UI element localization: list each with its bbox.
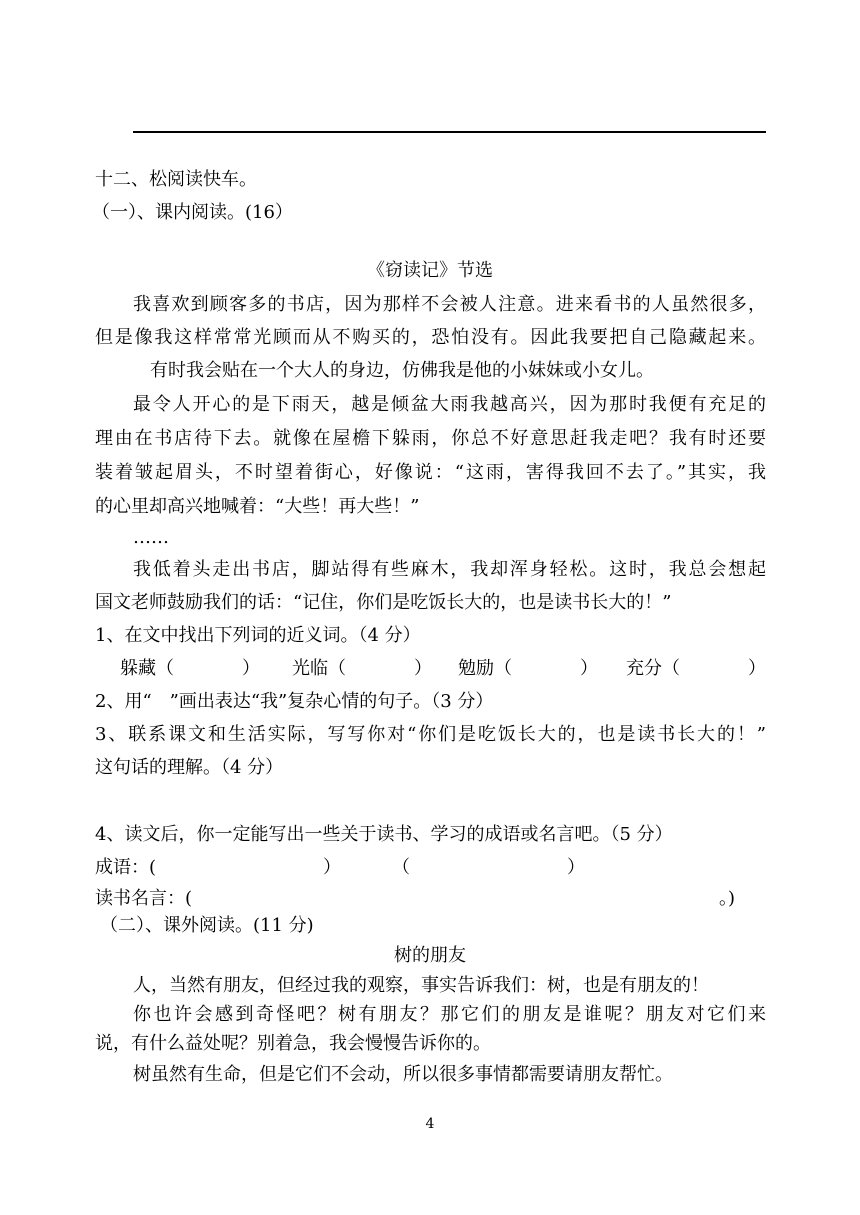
question-3: 3、联系课文和生活实际，写写你对“你们是吃饭长大的，也是读书长大的！”	[95, 724, 766, 745]
idiom-close[interactable]: ）	[323, 857, 341, 878]
passage2-line: 你也许会感到奇怪吧？树有朋友？那它们的朋友是谁呢？朋友对它们来	[133, 1004, 766, 1025]
passage1-line: 有时我会贴在一个大人的身边，仿佛我是他的小妹妹或小女儿。	[150, 360, 654, 381]
quote-row	[95, 886, 755, 912]
passage2-line: 人，当然有朋友，但经过我的观察，事实告诉我们：树，也是有朋友的！	[133, 975, 709, 996]
question-4: 4、读文后，你一定能写出一些关于读书、学习的成语或名言吧。（5 分）	[95, 824, 673, 845]
passage1-line: 理由在书店待下去。就像在屋檐下躲雨，你总不好意思赶我走吧？我有时还要	[95, 428, 766, 449]
passage1-line: 的心里却高兴地喊着：“大些！再大些！”	[95, 496, 420, 517]
passage1-line: 最令人开心的是下雨天，越是倾盆大雨我越高兴，因为那时我便有充足的	[133, 394, 766, 415]
passage1-line: 我低着头走出书店，脚站得有些麻木，我却浑身轻松。这时，我总会想起	[133, 559, 766, 580]
quote-end[interactable]: 。)	[719, 888, 736, 909]
part1-heading: （一）、课内阅读。(16）	[92, 202, 293, 223]
synonym-blank[interactable]: 光临（ ）	[292, 658, 432, 679]
passage1-line: 我喜欢到顾客多的书店，因为那样不会被人注意。进来看书的人虽然很多，	[133, 294, 766, 315]
passage2-line: 树虽然有生命，但是它们不会动，所以很多事情都需要请朋友帮忙。	[133, 1064, 673, 1085]
passage2-line: 说，有什么益处呢？别着急，我会慢慢告诉你的。	[95, 1033, 491, 1054]
passage2-title: 树的朋友	[394, 945, 466, 966]
quote-label: 读书名言：(	[95, 888, 193, 909]
question-2: 2、用“ ”画出表达“我”复杂心情的句子。（3 分）	[95, 691, 494, 712]
idiom-row	[95, 855, 695, 881]
page-number: 4	[425, 1116, 435, 1132]
question-3-continued: 这句话的理解。（4 分）	[95, 757, 284, 778]
passage1-line: 但是像我这样常常光顾而从不购买的，恐怕没有。因此我要把自己隐藏起来。	[95, 327, 766, 348]
synonym-blank[interactable]: 充分（ ）	[626, 658, 766, 679]
question-1: 1、在文中找出下列词的近义词。（4 分）	[95, 625, 421, 646]
synonym-blank[interactable]: 躲藏（ ）	[120, 658, 260, 679]
part2-heading: （二）、课外阅读。(11 分)	[100, 915, 314, 936]
section-heading: 十二、松阅读快车。	[95, 169, 257, 190]
idiom-open-2[interactable]: （	[392, 857, 410, 878]
synonym-blank[interactable]: 勉励（ ）	[458, 658, 598, 679]
idiom-close-2[interactable]: ）	[567, 857, 585, 878]
passage1-title: 《窃读记》节选	[367, 260, 493, 281]
ellipsis: ……	[133, 527, 169, 548]
idiom-label: 成语：(	[95, 857, 157, 878]
passage1-line: 装着皱起眉头，不时望着街心，好像说：“这雨，害得我回不去了。”其实，我	[95, 462, 766, 483]
passage1-line: 国文老师鼓励我们的话：“记住，你们是吃饭长大的，也是读书长大的！”	[95, 592, 672, 613]
answer-line	[133, 131, 766, 133]
